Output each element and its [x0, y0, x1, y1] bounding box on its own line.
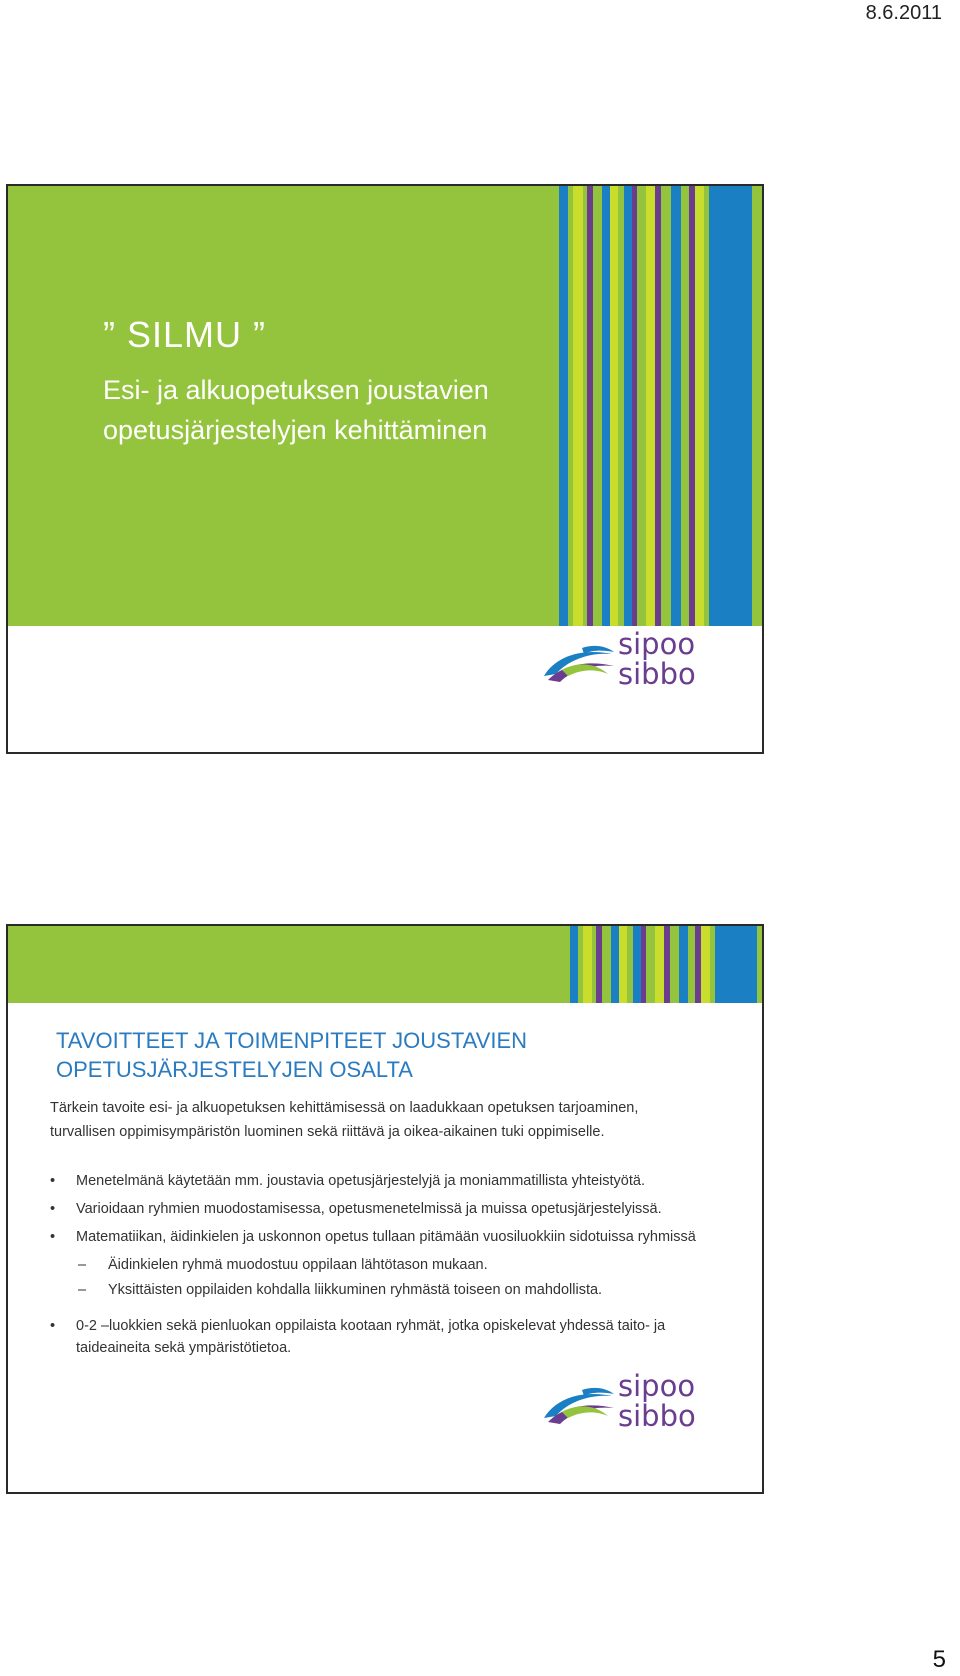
logo-text-sipoo: sipoo — [618, 1369, 696, 1403]
bullet-list — [50, 1170, 710, 1365]
content-slide — [6, 924, 764, 1494]
list-item: • Varioidaan ryhmien muodostamisessa, opetusmenetelmissä ja muissa opetusjärjestelyissä. — [50, 1198, 710, 1220]
logo-text-sibbo: sibbo — [618, 1399, 696, 1433]
page-date: 8.6.2011 — [865, 2, 942, 24]
sipoo-sibbo-logo — [542, 1369, 712, 1434]
slide-title: ” SILMU ” — [103, 314, 267, 355]
bullet-icon: • — [50, 1201, 56, 1217]
intro-paragraph: Tärkein tavoite esi- ja alkuopetuksen kehittämisessä on laadukkaan opetuksen tarjoaminen, turvallisen oppimisympäristön luominen sekä riittävä ja oikea-aikainen tuki oppimiselle. — [50, 1100, 639, 1140]
list-item: • Menetelmänä käytetään mm. joustavia opetusjärjestelyjä ja moniammatillista yhteistyötä. — [50, 1170, 710, 1192]
stripe-decoration — [570, 926, 762, 1003]
dash-icon: – — [78, 1257, 87, 1273]
stripe-decoration — [559, 186, 762, 626]
bullet-icon: • — [50, 1318, 56, 1334]
list-item: • 0-2 –luokkien sekä pienluokan oppilaista kootaan ryhmät, jotka opiskelevat yhdessä taito- ja taideaineita sekä ympäristötietoa. — [50, 1315, 710, 1359]
title-slide — [6, 184, 764, 754]
page-number: 5 — [932, 1646, 946, 1673]
wave-icon — [542, 640, 616, 688]
sub-list-item: – Yksittäisten oppilaiden kohdalla liikkuminen ryhmästä toiseen on mahdollista. — [50, 1279, 710, 1301]
list-item: • Matematiikan, äidinkielen ja uskonnon opetus tullaan pitämään vuosiluokkiin sidotuissa ryhmissä — [50, 1226, 710, 1248]
subtitle-line-1: Esi- ja alkuopetuksen joustavien — [103, 375, 489, 405]
bullet-icon: • — [50, 1229, 56, 1245]
dash-icon: – — [78, 1282, 87, 1298]
wave-icon — [542, 1382, 616, 1430]
bullet-icon: • — [50, 1173, 56, 1189]
logo-text-sipoo: sipoo — [618, 627, 696, 661]
slide-heading: TAVOITTEET JA TOIMENPITEET JOUSTAVIEN OPETUSJÄRJESTELYJEN OSALTA — [56, 1028, 528, 1082]
subtitle-line-2: opetusjärjestelyjen kehittäminen — [103, 415, 488, 445]
logo-text-sibbo: sibbo — [618, 657, 696, 691]
sipoo-sibbo-logo — [542, 627, 712, 692]
slide-subtitle — [103, 370, 489, 450]
sub-list-item: – Äidinkielen ryhmä muodostuu oppilaan lähtötason mukaan. — [50, 1254, 710, 1276]
